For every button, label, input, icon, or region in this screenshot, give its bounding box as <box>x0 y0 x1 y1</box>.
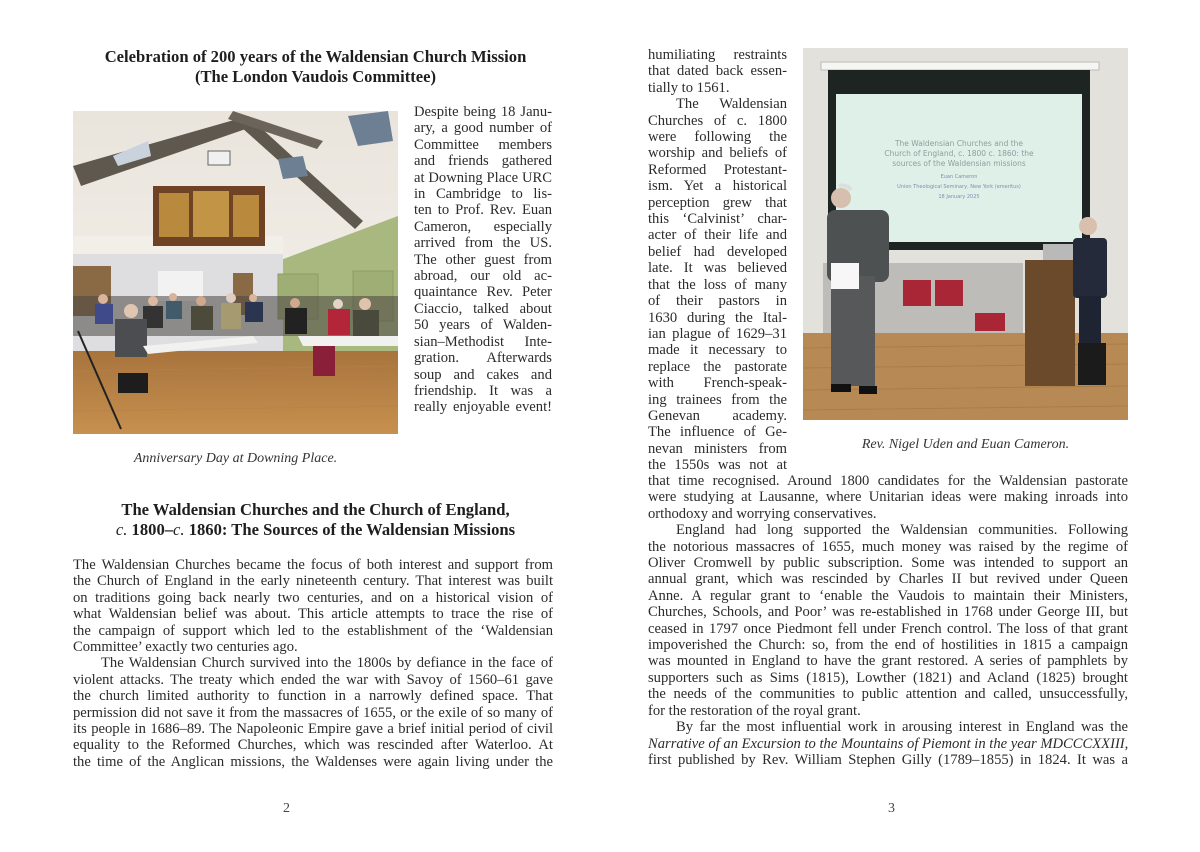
text-line: permission did not save it from the massacres of 1655, or the exile of so many of <box>73 704 553 721</box>
text-line: sian–Methodist Inte- <box>414 333 552 350</box>
text-line: equality to the Reformed Churches, which was rescinded after Waterloo. At <box>73 737 553 754</box>
text-line: Anne. A regular grant to ‘enable the Vaudois to maintain their Ministers, <box>648 587 1128 604</box>
text-line: that time recognised. Around 1800 candidates for the Waldensian pastorate <box>648 473 1128 489</box>
page-number: 3 <box>888 801 895 816</box>
article-body-right <box>648 473 1128 768</box>
text-line: ten to Prof. Rev. Euan <box>414 202 552 219</box>
text-line: Committee’ exactly two centuries ago. <box>73 639 298 656</box>
text-line: with French-speak- <box>648 375 787 392</box>
text-line: at Downing Place URC <box>414 169 552 186</box>
text-line: on traditions going back nearly two centuries, and on a historical vision of <box>73 589 553 606</box>
text-line: 50 years of Walden- <box>414 317 552 334</box>
text-line: ian plague of 1629–31 <box>648 325 787 342</box>
text-line: England had long supported the Waldensian communities. Following <box>676 522 1128 539</box>
photo-caption-speakers: Rev. Nigel Uden and Euan Cameron. <box>861 437 1070 452</box>
text-line: of their pastors in <box>648 293 787 310</box>
text-line: 1630 during the Ital- <box>648 309 787 326</box>
text-line: annual grant, which was rescinded by Charles II but revived under Queen <box>648 571 1128 588</box>
text-line: Ciaccio, talked about <box>414 300 552 317</box>
text-line: the 1550s was not at <box>648 457 787 474</box>
text-line: and friends gathered <box>414 153 552 170</box>
photo-anniversary-day <box>73 111 398 434</box>
heading-line-2: c. 1800–c. 1860: The Sources of the Waldensian Missions <box>115 520 516 539</box>
text-line: what Waldensian belief was about. This article attempts to trace the rise of <box>73 606 553 623</box>
text-line: that dated back essen- <box>648 63 787 80</box>
text-line: the campaign of support which led to the establishment of the ‘Waldensian <box>73 622 553 639</box>
text-line: Committee members <box>414 136 552 153</box>
text-line: arrived from the US. <box>414 235 552 252</box>
heading-line-1: Celebration of 200 years of the Waldensian Church Mission <box>104 47 527 66</box>
hall-audience-image <box>73 111 398 434</box>
text-line: were following the <box>648 129 787 146</box>
article-heading-celebration <box>73 47 558 87</box>
text-line: The Waldensian Church survived into the 1800s by defiance in the face of <box>101 655 553 672</box>
text-line: humiliating restraints <box>648 47 787 63</box>
text-line: were studying at Lausanne, where Unitarian ideas were making inroads into <box>648 489 1128 506</box>
text-line: impoverished the Church: so, from the end of hostilities in 1815 a campaign <box>648 637 1128 654</box>
text-line: the needs of the communities to public attention and called, unsuccessfully, <box>648 686 1128 703</box>
svg-text:The Waldensian Churches and th: The Waldensian Churches and the <box>894 139 1024 148</box>
photo-speakers <box>803 48 1128 420</box>
text-line: Genevan academy. <box>648 407 787 424</box>
text-line: gration. Afterwards <box>414 350 552 367</box>
page-number: 2 <box>283 801 290 816</box>
text-line: soup and cakes and <box>414 366 552 383</box>
text-line: abroad, our old ac- <box>414 268 552 285</box>
text-line: ary, a good number of <box>414 120 552 137</box>
text-line: ing trainees from the <box>648 391 787 408</box>
text-line: nevan ministers from <box>648 440 787 457</box>
narrow-column-text <box>648 47 787 474</box>
text-line: friendship. It was a <box>414 382 552 399</box>
text-line: Churches, Schools, and Poor’ was re-established in 1768 under George III, but <box>648 604 1128 621</box>
text-line: quaintance Rev. Peter <box>414 284 552 301</box>
text-line: ceased in 1797 once Piedmont fell under French control. The loss of that grant <box>648 620 1128 637</box>
text-line: the church limited authority to function in a narrowly defined space. That <box>73 688 553 705</box>
svg-text:Union Theological Seminary, Ne: Union Theological Seminary, New York (emeritus) <box>897 184 1021 190</box>
text-line: late. It was believed <box>648 260 787 277</box>
text-line: The influence of Ge- <box>648 424 787 441</box>
text-line: for the restoration of the royal grant. <box>648 702 861 719</box>
text-line: orthodoxy and worrying conservatives. <box>648 505 877 522</box>
text-line: Reformed Protestant- <box>648 161 787 178</box>
article-heading-waldensian-churches <box>73 500 558 540</box>
text-line: Despite being 18 Janu- <box>414 104 552 120</box>
text-line: The other guest from <box>414 251 552 268</box>
text-line: made it necessary to <box>648 342 787 359</box>
svg-text:Church of England, c. 1800 c.: Church of England, c. 1800 c. 1860: the <box>884 149 1034 158</box>
text-line: Oliver Cromwell by public subscription. Some was intended to support an <box>648 555 1128 572</box>
svg-text:sources of the Waldensian miss: sources of the Waldensian missions <box>892 159 1026 168</box>
text-line: violent attacks. The treaty which ended the war with Savoy of 1560–61 gave <box>73 671 553 688</box>
text-line: first published by Rev. William Stephen Gilly (1789–1855) in 1824. It was a <box>648 751 1128 768</box>
text-line: ism. Yet a historical <box>648 178 787 195</box>
text-line: was mounted in England to have the grant restored. A series of pamphlets by <box>648 653 1128 670</box>
speakers-image <box>803 48 1128 420</box>
heading-line-1: The Waldensian Churches and the Church of England, <box>121 500 510 519</box>
text-line: this ‘Calvinist’ char- <box>648 211 787 228</box>
text-line: By far the most influential work in arousing interest in England was the <box>676 719 1128 736</box>
text-line: the notorious massacres of 1655, much money was raised by the regime of <box>648 538 1128 555</box>
text-line: really enjoyable event! <box>414 399 552 416</box>
text-line: in Cambridge to lis- <box>414 186 552 203</box>
right-page <box>600 0 1200 852</box>
text-line: perception grew that <box>648 194 787 211</box>
text-line: The Waldensian <box>676 96 787 113</box>
text-line: Narrative of an Excursion to the Mountains of Piemont in the year MDCCCXXIII, <box>648 735 1129 752</box>
text-line: its people in 1686–89. The Napoleonic Empire gave a brief initial period of civil <box>73 721 553 738</box>
text-line: Cameron, especially <box>414 218 552 235</box>
text-line: acter of their life and <box>648 227 787 244</box>
side-column-text <box>414 104 552 416</box>
text-line: tially to 1561. <box>648 79 730 96</box>
text-line: Churches of c. 1800 <box>648 112 787 129</box>
text-line: The Waldensian Churches became the focus of both interest and support from <box>73 557 553 573</box>
text-line: belief had developed <box>648 243 787 260</box>
svg-text:Euan Cameron: Euan Cameron <box>940 174 978 180</box>
svg-text:18 January 2025: 18 January 2025 <box>938 194 980 200</box>
photo-caption-anniversary: Anniversary Day at Downing Place. <box>133 451 338 466</box>
text-line: supporters such as Sims (1815), Lowther (1821) and Acland (1825) brought <box>648 669 1128 686</box>
text-line: worship and beliefs of <box>648 145 787 162</box>
article-body-left <box>73 557 553 770</box>
text-line: replace the pastorate <box>648 358 787 375</box>
text-line: the Church of England in the early nineteenth century. That interest was built <box>73 573 553 590</box>
text-line: the time of the Anglican missions, the Waldenses were again living under the <box>73 753 553 770</box>
heading-line-2: (The London Vaudois Committee) <box>194 67 437 86</box>
text-line: that the loss of many <box>648 276 787 293</box>
